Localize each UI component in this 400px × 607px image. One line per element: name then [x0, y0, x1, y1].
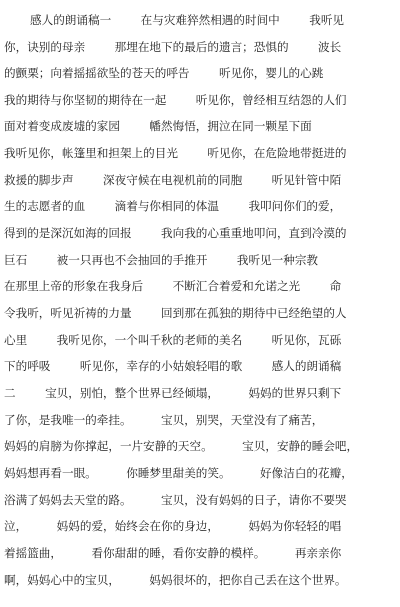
- text-line-20: 泣， 妈妈的爱，始终会在你的身边， 妈妈为你轻轻的唱: [4, 519, 342, 533]
- text-line-12: 令我听，听见祈祷的力量 回到那在孤独的期待中已经绝望的人: [4, 306, 347, 320]
- text-line-13: 心里 我听见你，一个叫千秋的老师的美名 听见你，瓦砾: [4, 333, 342, 347]
- text-line-22: 啊，妈妈心中的宝贝， 妈妈很坏的，把你自己丢在这个世界。: [4, 573, 347, 587]
- text-line-18: 妈妈想再看一眼。 你睡梦里甜美的笑。 好像洁白的花瓣，: [4, 466, 353, 480]
- text-line-1: 感人的朗诵稿一 在与灾难猝然相遇的时间中 我听见: [30, 13, 345, 27]
- text-line-4: 我的期待与你坚韧的期待在一起 听见你，曾经相互结怨的人们: [4, 93, 347, 107]
- text-line-15: 二 宝贝，别怕，整个世界已经倾塌， 妈妈的世界只剩下: [4, 386, 342, 400]
- text-line-3: 的颤栗；向着摇摇欲坠的苍天的呼告 听见你，婴儿的心跳: [4, 66, 324, 80]
- text-line-21: 着摇篮曲， 看你甜甜的睡，看你安静的模样。 再亲亲你: [4, 546, 342, 560]
- text-line-9: 得到的是深沉如海的回报 我向我的心重重地叩问，直到冷漠的: [4, 226, 347, 240]
- text-line-5: 面对着变成废墟的家园 幡然悔悟，拥泣在同一颗星下面: [4, 119, 312, 133]
- text-line-17: 妈妈的肩膀为你撑起，一片安静的天空。 宝贝，安静的睡会吧，: [4, 439, 359, 453]
- text-line-10: 巨石 被一只再也不会抽回的手推开 我听见一种宗教: [4, 253, 319, 267]
- text-line-7: 救援的脚步声 深夜守候在电视机前的同胞 听见针管中陌: [4, 173, 342, 187]
- text-line-2: 你，诀别的母亲 那埋在地下的最后的遗言；恐惧的 波长: [4, 40, 342, 54]
- text-line-19: 浴满了妈妈去天堂的路。 宝贝，没有妈妈的日子，请你不要哭: [4, 493, 347, 507]
- text-line-8: 生的志愿者的血 滴着与你相同的体温 我叩问你们的爱，: [4, 199, 342, 213]
- text-line-14: 下的呼吸 听见你，幸存的小姑娘轻唱的歌 感人的朗诵稿: [4, 359, 342, 373]
- text-line-11: 在那里上帝的形象在我身后 不断汇合着爱和允诺之光 命: [4, 279, 342, 293]
- text-line-16: 了你，是我唯一的牵挂。 宝贝，别哭，天堂没有了痛苦，: [4, 413, 324, 427]
- text-line-6: 我听见你，帐篷里和担架上的目光 听见你，在危险地带挺进的: [4, 146, 347, 160]
